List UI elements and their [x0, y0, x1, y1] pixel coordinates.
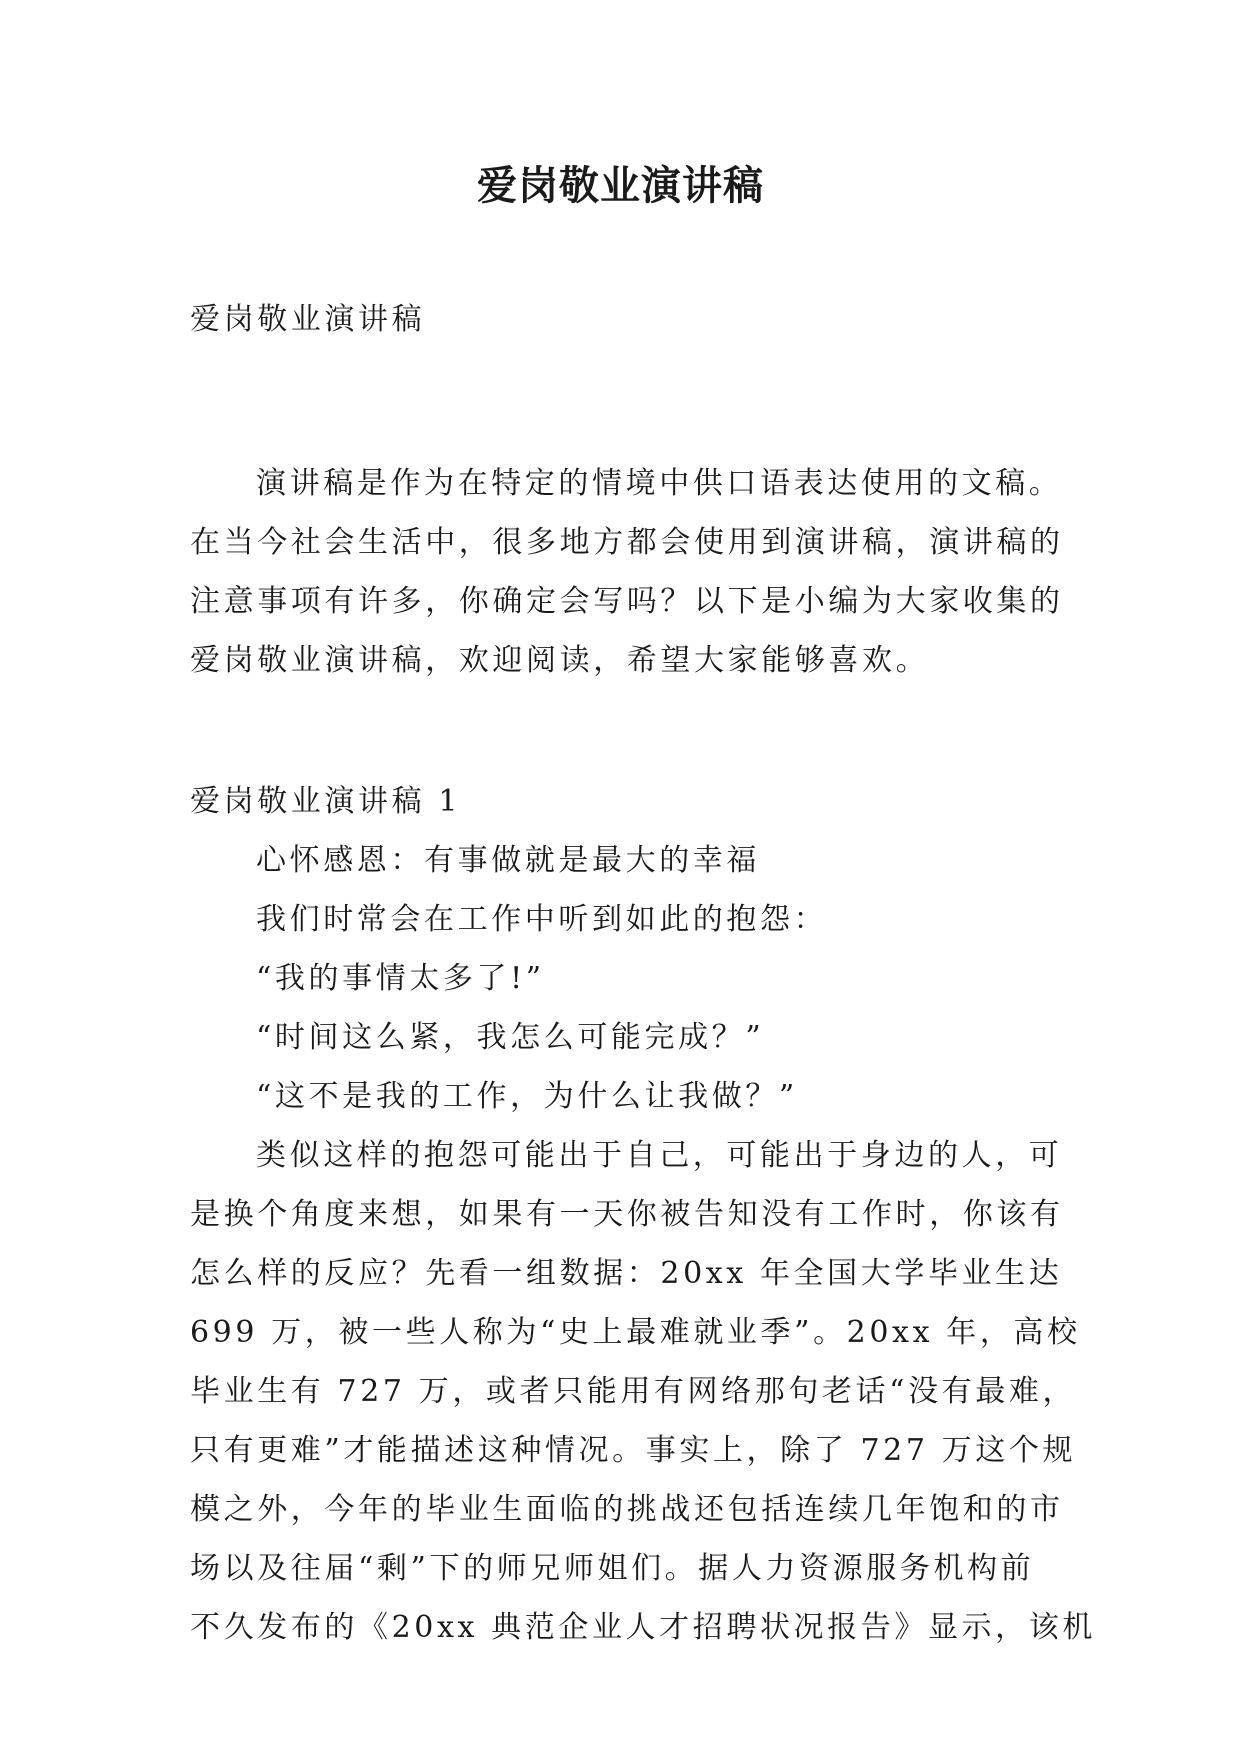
quote-line: “时间这么紧，我怎么可能完成？” [256, 1020, 765, 1055]
body-line: 只有更难”才能描述这种情况。事实上，除了 727 万这个规 [190, 1433, 1077, 1468]
body-line: 怎么样的反应？先看一组数据：20xx 年全国大学毕业生达 [190, 1256, 1063, 1291]
document-body [190, 290, 1096, 1657]
quote-line: “我的事情太多了!” [256, 961, 545, 996]
body-line: 场以及往届“剩”下的师兄师姐们。据人力资源服务机构前 [190, 1551, 1035, 1586]
quote-line: “这不是我的工作，为什么让我做？” [256, 1079, 798, 1114]
spacer [190, 349, 1050, 454]
body-line: 是换个角度来想，如果有一天你被告知没有工作时，你该有 [190, 1197, 1064, 1232]
document-title: 爱岗敬业演讲稿 [477, 162, 764, 209]
intro-line: 注意事项有许多，你确定会写吗？以下是小编为大家收集的 [190, 584, 1064, 619]
body-line: 类似这样的抱怨可能出于自己，可能出于身边的人，可 [256, 1138, 1063, 1173]
body-line: 699 万，被一些人称为“史上最难就业季”。20xx 年，高校 [190, 1315, 1081, 1350]
intro-line: 演讲稿是作为在特定的情境中供口语表达使用的文稿。 [256, 466, 1063, 501]
section-line: 心怀感恩：有事做就是最大的幸福 [256, 843, 760, 878]
intro-line: 爱岗敬业演讲稿，欢迎阅读，希望大家能够喜欢。 [190, 643, 930, 678]
document-subtitle: 爱岗敬业演讲稿 [190, 302, 426, 337]
section-line: 我们时常会在工作中听到如此的抱怨： [256, 902, 828, 937]
body-line: 不久发布的《20xx 典范企业人才招聘状况报告》显示，该机 [190, 1610, 1096, 1645]
spacer [190, 690, 1050, 772]
section-heading: 爱岗敬业演讲稿 1 [190, 784, 462, 819]
body-line: 毕业生有 727 万，或者只能用有网络那句老话“没有最难， [190, 1374, 1077, 1409]
intro-line: 在当今社会生活中，很多地方都会使用到演讲稿，演讲稿的 [190, 525, 1064, 560]
body-line: 模之外，今年的毕业生面临的挑战还包括连续几年饱和的市 [190, 1492, 1064, 1527]
